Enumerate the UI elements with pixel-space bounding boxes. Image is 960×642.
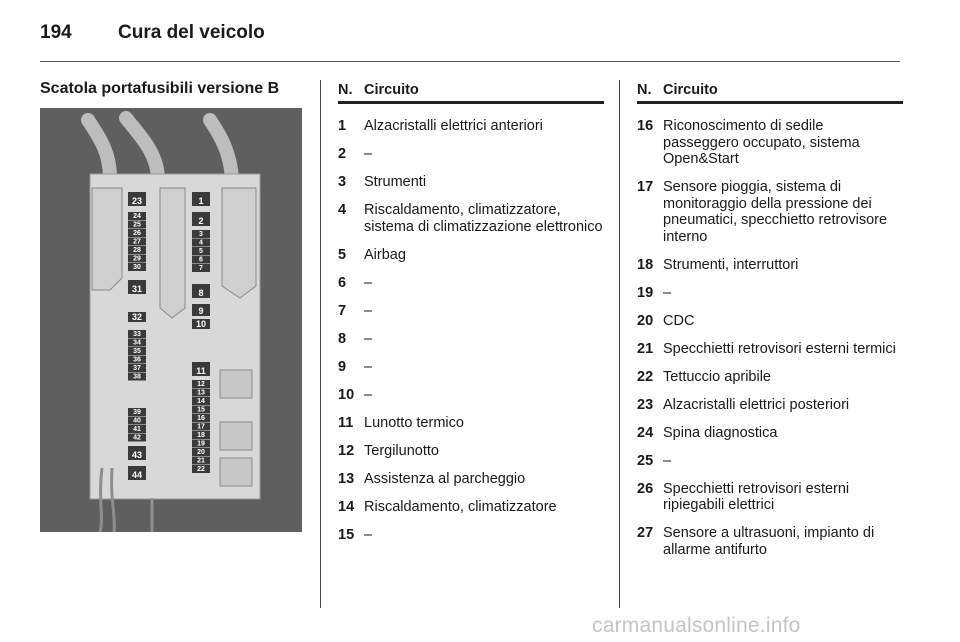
circuit-description: Riscaldamento, climatizzatore: [364, 498, 557, 515]
fuse-label-text: 21: [197, 457, 205, 465]
fuse-number: 17: [637, 179, 654, 195]
fuse-label-text: 16: [197, 415, 205, 422]
circuit-description: Airbag: [364, 246, 406, 263]
fuse-label-text: 1: [198, 196, 204, 206]
circuit-description: Strumenti: [364, 174, 427, 190]
fuse-label-text: 42: [133, 434, 141, 442]
fuse-label: [128, 330, 146, 338]
fuse-label-text: 25: [133, 221, 141, 229]
fuse-label: [192, 380, 210, 388]
center-connector: [160, 188, 185, 318]
table-row: [338, 359, 604, 376]
fuse-number: 9: [338, 358, 347, 375]
table-row: [338, 527, 604, 544]
fuse-number: 25: [637, 452, 654, 469]
fuse-label-text: 34: [133, 339, 141, 347]
table-row: [338, 471, 604, 488]
table-row: [637, 257, 903, 274]
fuse-label: [128, 417, 146, 425]
fuse-label: [192, 414, 210, 422]
fuse-label-text: 17: [197, 423, 205, 431]
circuit-description: Tergilunotto: [364, 442, 439, 459]
fuse-label: [128, 373, 146, 381]
fuse-label: [192, 465, 210, 473]
circuit-description: –: [364, 146, 373, 162]
table-row: [338, 275, 604, 292]
page-number: 194: [40, 22, 72, 43]
circuit-description: –: [364, 330, 373, 347]
fuse-number: 5: [338, 246, 347, 263]
column-divider: [619, 80, 620, 608]
fuse-label-text: 22: [197, 466, 205, 473]
table-row: [637, 313, 903, 330]
fuse-label-text: 18: [197, 432, 205, 439]
fuse-label: [192, 319, 210, 329]
fuse-number: 12: [338, 442, 355, 459]
table-row: [637, 425, 903, 442]
table-row: [338, 415, 604, 432]
table-row: [338, 202, 604, 235]
relay-block: [220, 458, 252, 486]
right-connector: [222, 188, 256, 298]
fuse-label: [192, 362, 210, 376]
circuit-description: Tettuccio apribile: [663, 368, 771, 385]
fuse-label: [128, 221, 146, 229]
fuse-label-text: 20: [197, 449, 205, 456]
fuse-box-diagram: [40, 108, 302, 532]
fuse-label: [128, 434, 146, 442]
fuse-label: [128, 263, 146, 271]
fuse-label-text: 15: [197, 406, 205, 414]
table-row: [338, 303, 604, 320]
fuse-label-text: 13: [197, 389, 205, 397]
circuit-description: Specchietti retrovisori esterni termici: [663, 340, 896, 357]
table-row: [338, 387, 604, 404]
fuse-number: 4: [338, 202, 347, 218]
table-row: [637, 179, 903, 245]
fuse-label: [192, 423, 210, 431]
fuse-label-text: 3: [199, 231, 203, 238]
fuse-label: [128, 364, 146, 372]
fuse-number: 20: [637, 312, 654, 329]
fuse-label-text: 9: [198, 306, 204, 316]
fuse-label: [128, 446, 146, 460]
fuse-table-left: [338, 82, 604, 543]
column-divider: [320, 80, 321, 608]
fuse-number: 3: [338, 174, 347, 190]
fuse-label: [128, 312, 146, 322]
fuse-number: 7: [338, 302, 347, 319]
fuse-label: [128, 192, 146, 206]
fuse-label: [128, 347, 146, 355]
circuit-description: Strumenti, interruttori: [663, 256, 799, 273]
fuse-number: 1: [338, 118, 347, 134]
table-row: [338, 174, 604, 191]
fuse-label: [192, 448, 210, 456]
circuit-description: –: [364, 358, 373, 375]
circuit-description: –: [364, 302, 373, 319]
circuit-description: Specchietti retrovisori esterni ripiegabili elettrici: [663, 480, 850, 513]
fuse-label: [128, 466, 146, 480]
fuse-label-text: 32: [131, 312, 143, 322]
fuse-label-text: 38: [133, 373, 141, 381]
table-row: [338, 443, 604, 460]
fuse-label: [192, 230, 210, 238]
fuse-label-text: 8: [198, 288, 204, 298]
fuse-label-text: 41: [133, 426, 141, 433]
fuse-label-text: 40: [133, 417, 141, 425]
fuse-label: [192, 440, 210, 448]
fuse-label-text: 19: [197, 440, 205, 448]
fuse-number: 14: [338, 498, 355, 515]
circuit-description: Spina diagnostica: [663, 424, 778, 441]
table-row: [637, 118, 903, 168]
table-row: [637, 453, 903, 470]
header-number: N.: [637, 82, 652, 98]
fuse-number: 22: [637, 368, 654, 385]
section-title: Scatola portafusibili versione B: [40, 80, 280, 97]
fuse-label-text: 6: [199, 256, 203, 264]
watermark: carmanualsonline.info: [592, 614, 801, 637]
table-row: [637, 397, 903, 414]
fuse-label: [192, 397, 210, 405]
fuse-number: 21: [637, 340, 654, 357]
circuit-description: Riscaldamento, climatizzatore, sistema di climatizzazione elettronico: [364, 202, 603, 235]
fuse-label-text: 24: [133, 213, 141, 220]
table-row: [338, 146, 604, 163]
relay-block: [220, 370, 252, 398]
page-title: Cura del veicolo: [118, 22, 265, 43]
left-connector: [92, 188, 122, 290]
fuse-label-text: 2: [198, 216, 204, 226]
fuse-label-text: 11: [196, 366, 206, 376]
fuse-number: 26: [637, 480, 654, 497]
circuit-description: –: [364, 274, 373, 291]
header-circuit: Circuito: [663, 82, 718, 98]
fuse-number: 13: [338, 470, 355, 487]
table-row: [338, 331, 604, 348]
circuit-description: –: [663, 452, 672, 469]
header-rule: [40, 61, 900, 62]
fuse-label: [192, 192, 210, 206]
circuit-description: –: [364, 386, 373, 403]
fuse-label: [192, 264, 210, 272]
fuse-label: [128, 339, 146, 347]
fuse-label: [192, 256, 210, 264]
circuit-description: Sensore a ultrasuoni, impianto di allarme antifurto: [663, 525, 875, 558]
fuse-label: [192, 304, 210, 316]
fuse-number: 19: [637, 284, 654, 301]
fuse-table-right: [637, 82, 903, 558]
fuse-number: 10: [338, 386, 355, 403]
circuit-description: Sensore pioggia, sistema di monitoraggio della pressione dei pneumatici, specchietto retrovisore interno: [663, 179, 888, 245]
fuse-label-text: 23: [131, 196, 143, 206]
fuse-label-text: 4: [199, 239, 203, 247]
fuse-label: [192, 212, 210, 226]
fuse-label: [128, 212, 146, 220]
fuse-label-text: 30: [133, 264, 141, 271]
fuse-label: [192, 389, 210, 397]
fuse-label-text: 27: [133, 238, 141, 246]
fuse-label: [192, 457, 210, 465]
fuse-label-text: 33: [133, 331, 141, 338]
fuse-label: [192, 247, 210, 255]
fuse-label-text: 43: [131, 450, 143, 460]
fuse-label: [128, 229, 146, 237]
fuse-label-text: 14: [197, 398, 205, 405]
table-header: [637, 82, 903, 104]
fuse-number: 15: [338, 526, 355, 543]
fuse-label-text: 12: [197, 381, 205, 388]
circuit-description: Assistenza al parcheggio: [364, 470, 526, 487]
table-header: [338, 82, 604, 104]
fuse-label: [128, 356, 146, 364]
cable: [100, 468, 102, 532]
fuse-label-text: 29: [133, 255, 141, 263]
table-row: [637, 525, 903, 558]
fuse-label: [128, 238, 146, 246]
fuse-label: [192, 406, 210, 414]
circuit-description: Alzacristalli elettrici posteriori: [663, 396, 850, 413]
fuse-number: 18: [637, 256, 654, 273]
fuse-label: [128, 280, 146, 294]
header-number: N.: [338, 82, 353, 98]
circuit-description: CDC: [663, 312, 695, 329]
fuse-label-text: 5: [199, 248, 203, 255]
table-row: [338, 118, 604, 135]
fuse-number: 8: [338, 330, 347, 347]
fuse-label: [192, 431, 210, 439]
fuse-label: [128, 255, 146, 263]
fuse-label: [192, 284, 210, 298]
table-row: [637, 481, 903, 514]
fuse-label-text: 28: [133, 247, 141, 254]
table-row: [637, 285, 903, 302]
table-row: [338, 499, 604, 516]
circuit-description: Alzacristalli elettrici anteriori: [364, 118, 543, 134]
fuse-label-text: 44: [131, 470, 143, 480]
fuse-label-text: 31: [131, 284, 143, 294]
fuse-label-text: 36: [133, 356, 141, 364]
circuit-description: Riconoscimento di sedile passeggero occupato, sistema Open&Start: [663, 118, 860, 167]
fuse-number: 23: [637, 396, 654, 413]
circuit-description: –: [663, 284, 672, 301]
header-circuit: Circuito: [364, 82, 419, 98]
fuse-label: [128, 246, 146, 254]
fuse-label-text: 10: [195, 319, 207, 329]
fuse-number: 24: [637, 424, 654, 441]
fuse-label-text: 39: [133, 409, 141, 416]
fuse-number: 16: [637, 118, 654, 134]
fuse-number: 27: [637, 525, 654, 541]
fuse-number: 11: [338, 414, 354, 431]
fuse-label: [128, 425, 146, 433]
fuse-number: 2: [338, 146, 347, 162]
fuse-label-text: 7: [199, 265, 203, 272]
fuse-label-text: 35: [133, 348, 141, 355]
relay-block: [220, 422, 252, 450]
fuse-label: [192, 239, 210, 247]
circuit-description: Lunotto termico: [364, 414, 464, 431]
fuse-number: 6: [338, 274, 347, 291]
fuse-label: [128, 408, 146, 416]
table-row: [637, 369, 903, 386]
fuse-label-text: 37: [133, 365, 141, 372]
fuse-label-text: 26: [133, 230, 141, 237]
table-row: [338, 247, 604, 264]
table-row: [637, 341, 903, 358]
circuit-description: –: [364, 526, 373, 543]
